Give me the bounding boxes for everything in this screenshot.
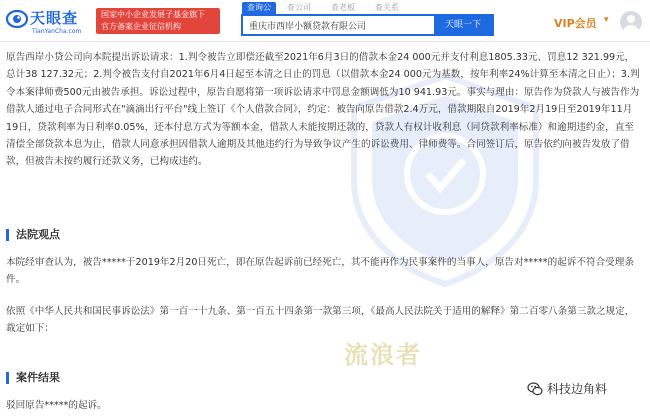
vip-membership-link[interactable]: VIP会员 [554,17,597,30]
chevron-down-icon[interactable]: ▾ [604,15,609,25]
section-marker [6,372,9,384]
claims-paragraph: 原告西岸小贷公司向本院提出诉讼请求：1.判令被告立即偿还截至2021年6月3日的借款本金24 000元并支付利息1805.33元、罚息12 321.99元，总计38 127.32元；2.判令被告支付自2021年6月4日起至本清之日止的罚息（以借款本金24 000元为基数，按年利率24%计算至本清之日止）；3.判令本案律师费500元由被告承担。诉讼过程中，原告自愿将第一项诉讼请求中罚息金额调低为10 941.93元。事实与理由：原告作为贷款人与被告作为借款人通过电子合同形式在"滴滴出行平台"线上签订《个人借款合同》，约定：被告向原告借款2.4万元，借款期限自2019年2月19日至2019年11月19日，贷款利率为日利率0.05%，还本付息方式为等额本金，借款人未能按期还款的，贷款人有权计收利息（同贷款利率标准）和逾期违约金，直至清偿全部贷款本息为止，借款人同意承担因借款人逾期及其他违约行为导致争议产生的诉讼费用、律师费等。合同签订后，原告依约向被告发放了借款，但被告未按约履行还款义务，已构成违约。 [6,52,640,168]
wechat-icon [527,381,543,397]
search-button[interactable]: 天眼一下 [434,16,492,34]
search-bar [241,14,494,36]
section-marker [6,229,9,241]
tab-check-company[interactable]: 查公司 [287,3,311,12]
tab-check-boss[interactable]: 查老板 [331,3,355,12]
banner-line-1: 国家中小企业发展子基金旗下 [101,10,205,19]
court-view-title: 法院观点 [16,228,60,241]
court-view-paragraph: 本院经审查认为，被告*****于2019年2月20日死亡，即在原告起诉前已经死亡，其不能再作为民事案件的当事人，原告对*****的起诉不符合受理条件。 [6,257,634,286]
watermark-text: 流浪者 [344,341,422,369]
tab-search-company[interactable]: 查询公 [242,2,276,14]
tab-check-relation[interactable]: 查关系 [375,3,399,12]
avatar-body [623,25,639,33]
result-title: 案件结果 [16,371,60,384]
top-header [0,0,650,42]
legal-basis-paragraph: 依照《中华人民共和国民事诉讼法》第一百一十九条、第一百五十四条第一款第三项，《最高人民法院关于适用的解释》第二百零八条第三款之规定，裁定如下： [6,306,635,335]
avatar[interactable] [620,11,642,33]
judgment-content [0,42,650,419]
brand-domain: TianYanCha.com [32,28,82,35]
banner-line-2: 官方备案企业征信机构 [101,22,181,31]
wechat-account-name: 科技边角料 [547,382,608,396]
credential-banner [96,8,220,34]
search-input[interactable] [243,16,433,34]
brand-logo[interactable] [6,6,96,36]
brand-name: 天眼查 [30,9,79,27]
avatar-head [627,15,635,23]
eye-icon [6,8,28,30]
result-paragraph: 驳回原告*****的起诉。 [6,400,107,411]
